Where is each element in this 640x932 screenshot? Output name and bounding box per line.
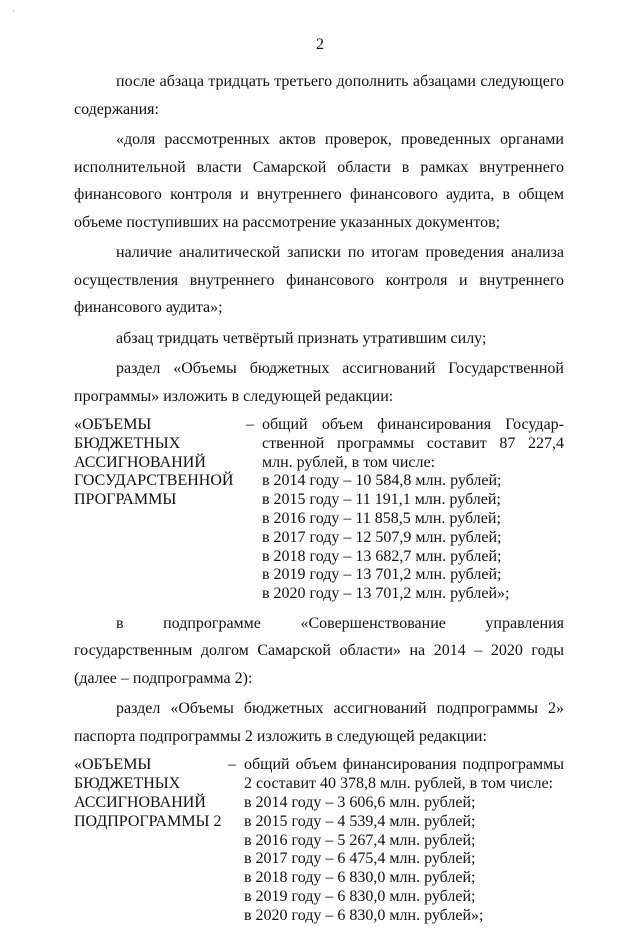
funding-year-row: в 2016 году – 11 858,5 млн. рублей; [262, 509, 501, 527]
funding-year-row: в 2018 году – 13 682,7 млн. рублей; [262, 547, 502, 565]
label-line: «ОБЪЕМЫ [74, 756, 152, 774]
paragraph-section-state-program: раздел «Объемы бюджетных ассигнований Государственной программы» изложить в следующей редакции: [74, 360, 564, 405]
funding-year-row: в 2014 году – 3 606,6 млн. рублей; [244, 794, 476, 812]
label-line: АССИГНОВАНИЙ [74, 453, 206, 471]
page-number: 2 [316, 36, 324, 53]
funding-block-values [262, 416, 564, 604]
funding-year-row: в 2019 году – 6 830,0 млн. рублей; [244, 888, 476, 906]
paragraph-share-of-acts: «доля рассмотренных актов проверок, проведенных органами исполнительной власти Самарской области в рамках внутреннего финансового контроля и внутреннего финансового аудита, в общем объеме поступивших на рассмотрение указанных документов; [74, 131, 564, 231]
funding-year-row: в 2015 году – 4 539,4 млн. рублей; [244, 812, 476, 830]
funding-block-state-program [74, 416, 564, 604]
funding-year-row: в 2017 году – 6 475,4 млн. рублей; [244, 850, 476, 868]
funding-block-label [74, 416, 238, 604]
label-line: ГОСУДАРСТВЕННОЙ [74, 472, 234, 490]
funding-total: общий объем финансирования подпрограммы 2 составит 40 378,8 млн. рублей, в том числе: [244, 756, 564, 793]
funding-year-row: в 2019 году – 13 701,2 млн. рублей; [262, 566, 502, 584]
funding-year-row: в 2018 году – 6 830,0 млн. рублей; [244, 869, 476, 887]
label-line: ПРОГРАММЫ [74, 491, 177, 509]
funding-block-dash: – [246, 416, 254, 433]
label-line: БЮДЖЕТНЫХ [74, 434, 181, 452]
funding-block-label [74, 756, 228, 925]
paragraph-subprogram-debt: в подпрограмме «Совершенствование управления государственным долгом Самарской области» на 2014 – 2020 годы (далее – подпрограмма 2): [74, 614, 564, 687]
funding-block-subprogram-2 [74, 756, 564, 925]
label-line: «ОБЪЕМЫ [74, 416, 152, 433]
paragraph-analytical-note: наличие аналитической записки по итогам проведения анализа осуществления внутреннего финансового контроля и внутреннего финансового аудита»; [74, 244, 564, 316]
label-line: АССИГНОВАНИЙ [74, 794, 206, 812]
funding-year-row: в 2020 году – 13 701,2 млн. рублей»; [262, 585, 510, 603]
funding-total: общий объем финансирования Государ-ственной программы составит 87 227,4 млн. рублей, в том числе: [262, 416, 564, 471]
paragraph-section-subprogram-2: раздел «Объемы бюджетных ассигнований подпрограммы 2» паспорта подпрограммы 2 изложить в следующей редакции: [74, 700, 564, 745]
paragraph-insert-after-33: после абзаца тридцать третьего дополнить абзацами следующего содержания: [74, 73, 564, 118]
funding-block-values [244, 756, 564, 925]
label-line: БЮДЖЕТНЫХ [74, 775, 181, 793]
paragraph-para-34-void: абзац тридцать четвёртый признать утратившим силу; [116, 329, 487, 347]
document-body [74, 68, 564, 932]
funding-year-row: в 2020 году – 6 830,0 млн. рублей»; [244, 906, 484, 924]
funding-year-row: в 2015 году – 11 191,1 млн. рублей; [262, 491, 501, 509]
funding-block-dash: – [228, 756, 236, 774]
funding-year-row: в 2017 году – 12 507,9 млн. рублей; [262, 528, 502, 546]
label-line: ПОДПРОГРАММЫ 2 [74, 812, 222, 830]
funding-year-row: в 2016 году – 5 267,4 млн. рублей; [244, 831, 476, 849]
scan-corner-mark: · [12, 6, 15, 16]
funding-year-row: в 2014 году – 10 584,8 млн. рублей; [262, 472, 502, 490]
